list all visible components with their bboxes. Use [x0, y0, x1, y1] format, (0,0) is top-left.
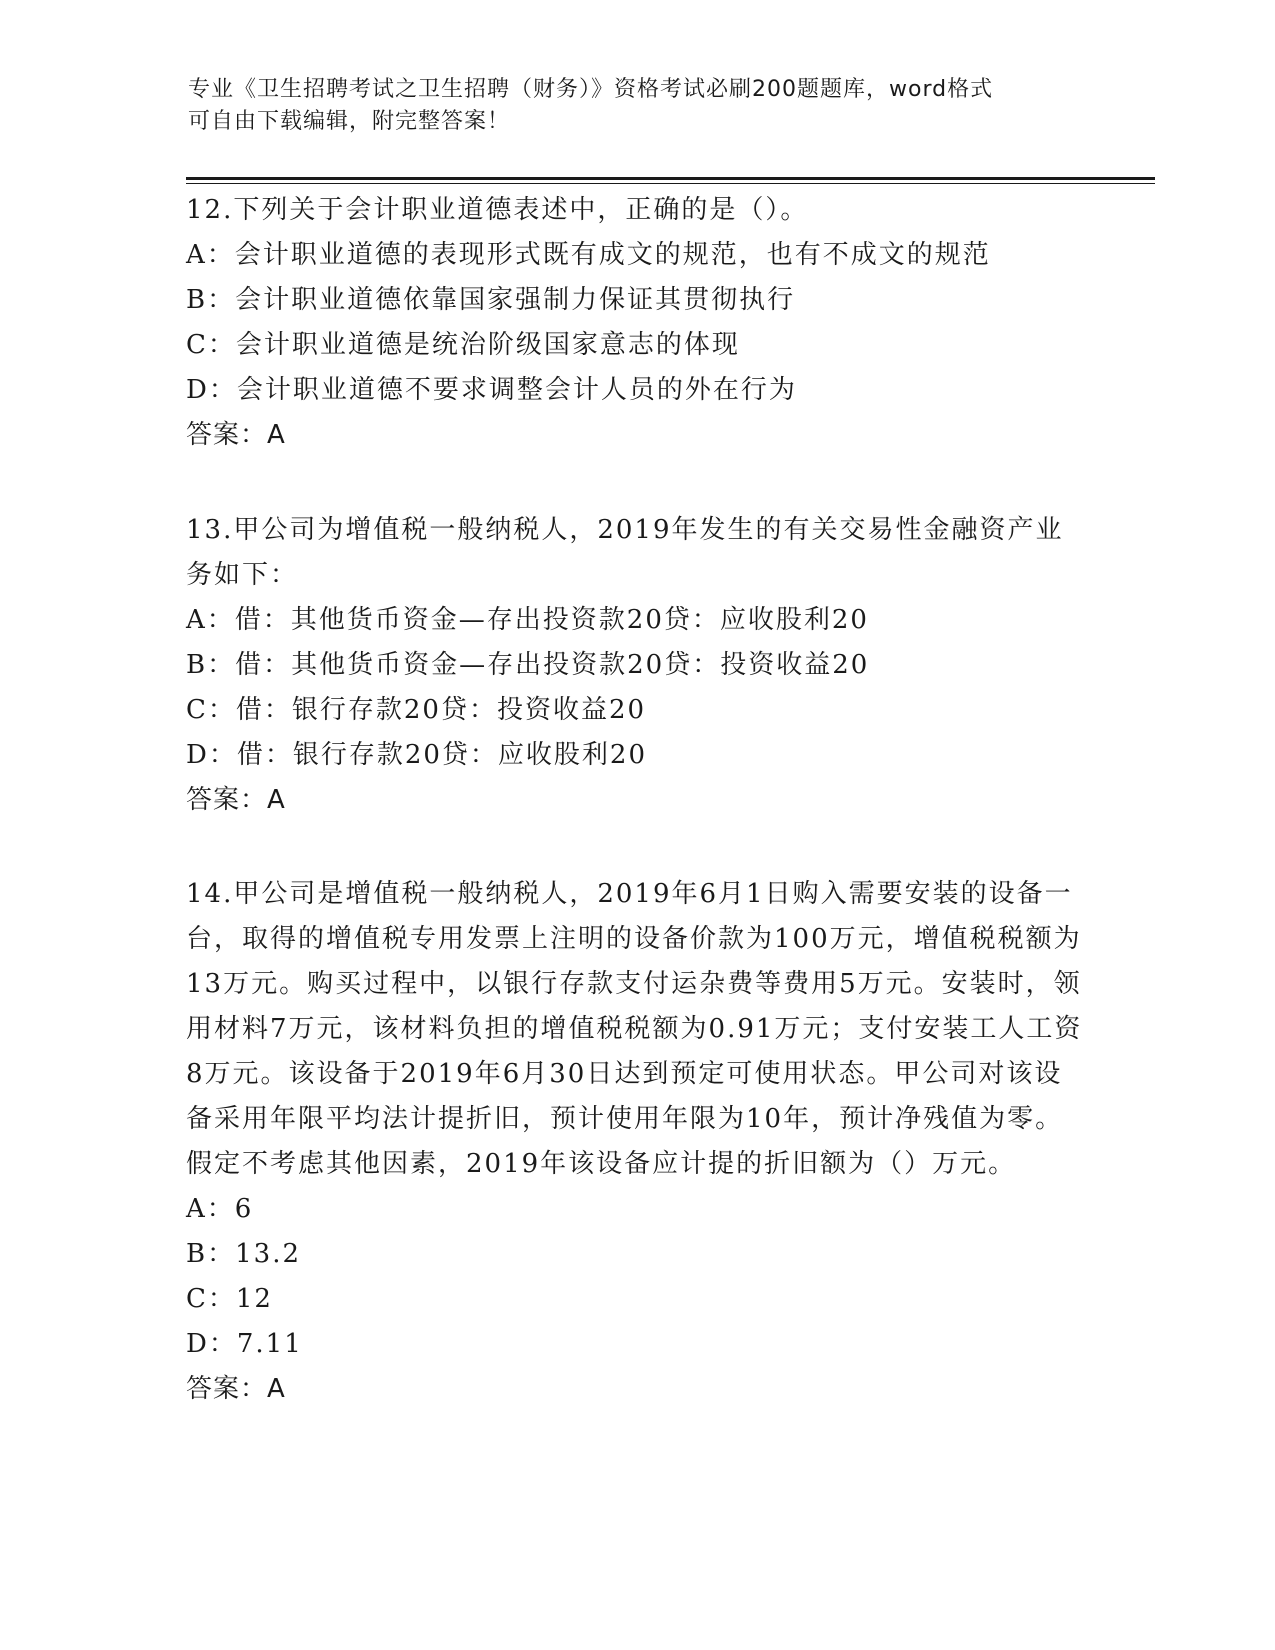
question-12 — [186, 188, 1086, 458]
option-b: B：借：其他货币资金—存出投资款20贷：投资收益20 — [186, 650, 870, 680]
document-header — [188, 74, 1088, 138]
question-13 — [186, 508, 1086, 823]
answer-line: 答案：A — [186, 785, 286, 815]
option-d: D：7.11 — [186, 1329, 303, 1359]
option-b: B：会计职业道德依靠国家强制力保证其贯彻执行 — [186, 285, 796, 315]
option-d: D：借：银行存款20贷：应收股利20 — [186, 740, 648, 770]
header-line-1: 专业《卫生招聘考试之卫生招聘（财务）》资格考试必刷200题题库，word格式 — [188, 77, 994, 102]
answer-line: 答案：A — [186, 1374, 286, 1404]
option-b: B：13.2 — [186, 1239, 301, 1269]
option-d: D：会计职业道德不要求调整会计人员的外在行为 — [186, 375, 797, 405]
option-c: C：会计职业道德是统治阶级国家意志的体现 — [186, 330, 740, 360]
header-divider-thin — [186, 183, 1155, 184]
question-stem: 14.甲公司是增值税一般纳税人，2019年6月1日购入需要安装的设备一台，取得的增值税专用发票上注明的设备价款为100万元，增值税税额为13万元。购买过程中，以银行存款支付运杂费等费用5万元。安装时，领用材料7万元，该材料负担的增值税税额为0.91万元；支付安装工人工资8万元。该设备于2019年6月30日达到预定可使用状态。甲公司对该设备采用年限平均法计提折旧，预计使用年限为10年，预计净残值为零。假定不考虑其他因素，2019年该设备应计提的折旧额为（）万元。 — [186, 879, 1083, 1179]
option-a: A：6 — [186, 1194, 254, 1224]
answer-line: 答案：A — [186, 420, 286, 450]
question-14 — [186, 872, 1086, 1412]
option-c: C：12 — [186, 1284, 273, 1314]
question-stem: 12.下列关于会计职业道德表述中，正确的是（）。 — [186, 195, 809, 225]
option-a: A：借：其他货币资金—存出投资款20贷：应收股利20 — [186, 605, 869, 635]
option-c: C：借：银行存款20贷：投资收益20 — [186, 695, 647, 725]
option-a: A：会计职业道德的表现形式既有成文的规范，也有不成文的规范 — [186, 240, 991, 270]
header-line-2: 可自由下载编辑，附完整答案！ — [188, 109, 511, 134]
header-divider-thick — [186, 177, 1155, 180]
question-stem: 13.甲公司为增值税一般纳税人，2019年发生的有关交易性金融资产业务如下： — [186, 515, 1064, 590]
